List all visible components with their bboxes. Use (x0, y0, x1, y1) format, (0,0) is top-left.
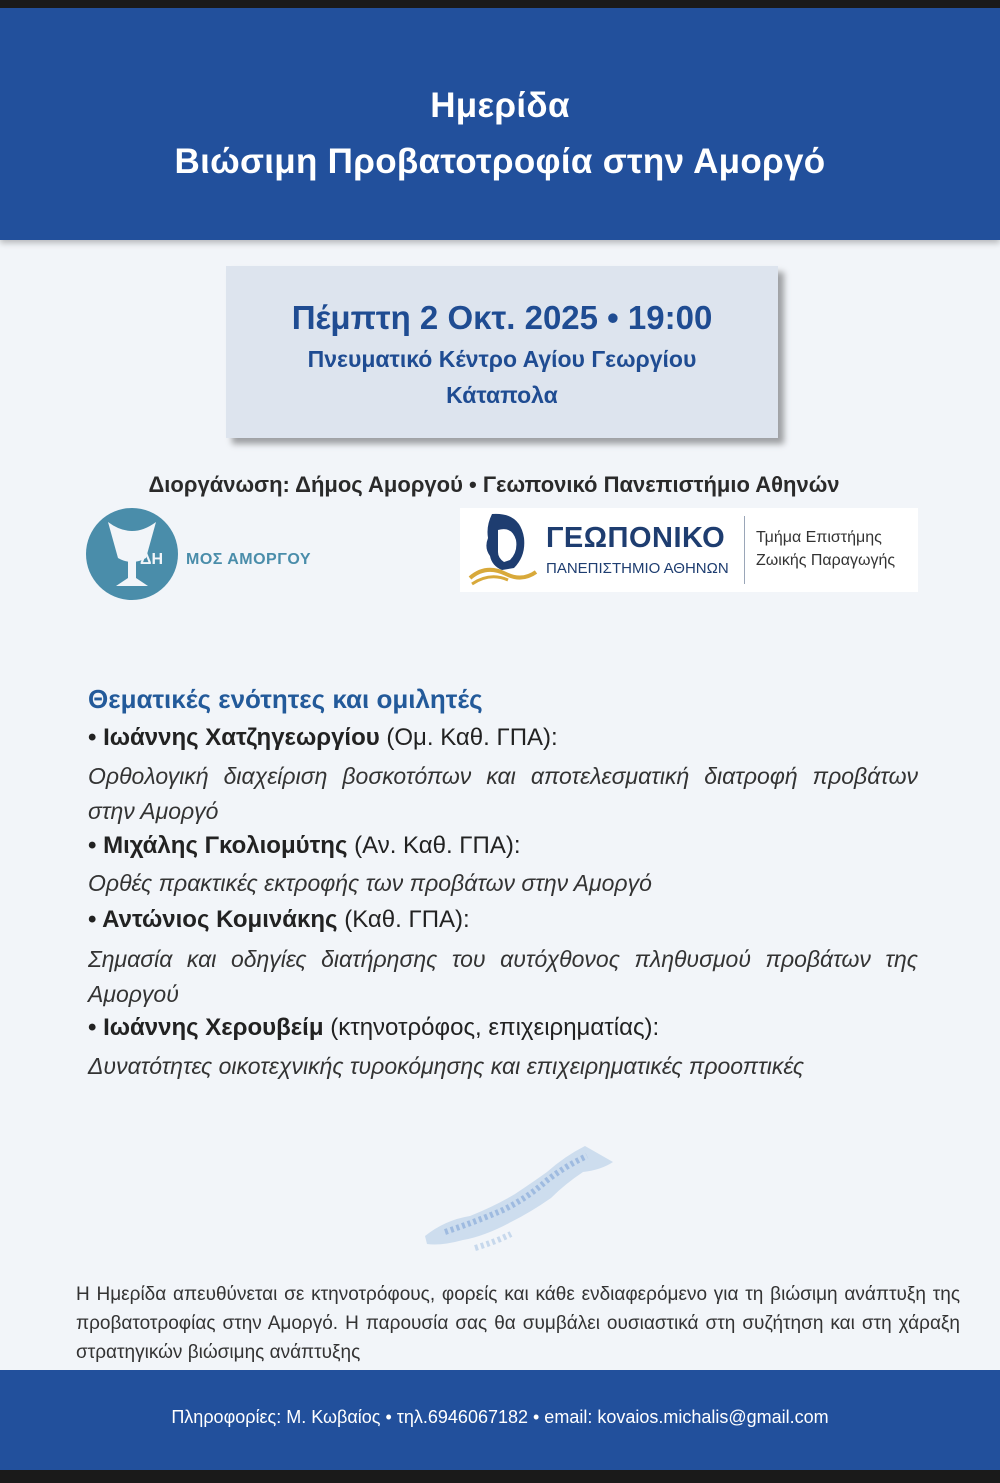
speaker-role: (Ομ. Καθ. ΓΠΑ): (386, 724, 558, 751)
topics-heading: Θεματικές ενότητες και ομιλητές (88, 684, 483, 714)
event-type-title: Ημερίδα (430, 86, 570, 125)
poster-page (0, 8, 1000, 1470)
talk-title-2: Ορθές πρακτικές εκτροφής των προβάτων στην Αμοργό (88, 870, 652, 896)
date-venue-box (226, 266, 778, 438)
talk-title-4: Δυνατότητες οικοτεχνικής τυροκόμησης και επιχειρηματικές προοπτικές (88, 1053, 805, 1079)
event-main-title: Βιώσιμη Προβατοτροφία στην Αμοργό (174, 142, 826, 181)
demeter-head-icon (462, 508, 542, 592)
dimos-amorgou-logo (84, 506, 344, 602)
event-datetime: Πέμπτη 2 Οκτ. 2025 • 19:00 (291, 299, 713, 336)
title-banner (0, 8, 1000, 240)
speaker-role: (Αν. Καθ. ΓΠΑ): (354, 832, 521, 859)
aua-department-line1: Τμήμα Επιστήμης (756, 529, 882, 546)
speaker-4 (88, 1014, 659, 1042)
dimos-logo-text: ΜΟΣ ΑΜΟΡΓΟΥ (186, 551, 312, 568)
aua-department-line2: Ζωικής Παραγωγής (756, 552, 896, 569)
speaker-1 (88, 724, 558, 752)
aua-logo (460, 508, 918, 592)
speaker-role: (κτηνοτρόφος, επιχειρηματίας): (330, 1014, 660, 1041)
dimos-prefix-text: ΔΗ (140, 551, 164, 568)
organizers-line: Διοργάνωση: Δήμος Αμοργού • Γεωπονικό Πανεπιστήμιο Αθηνών (148, 472, 840, 497)
contact-info: Πληροφορίες: Μ. Κωβαίος • τηλ.6946067182 • email: kovaios.michalis@gmail.com (171, 1407, 829, 1427)
speaker-name: • Μιχάλης Γκολιομύτης (88, 832, 348, 859)
talk-title-3: Σημασία και οδηγίες διατήρησης του αυτόχθονος πληθυσμού προβάτων της Αμοργού (88, 946, 918, 1007)
talk-title-1: Ορθολογική διαχείριση βοσκοτόπων και αποτελεσματική διατροφή προβάτων στην Αμοργό (88, 763, 918, 824)
event-venue: Πνευματικό Κέντρο Αγίου Γεωργίου (307, 346, 697, 372)
speaker-3 (88, 906, 470, 934)
speaker-2 (88, 832, 521, 860)
contact-footer (0, 1370, 1000, 1470)
aua-divider (744, 516, 745, 584)
amorgos-map-icon (415, 1136, 625, 1266)
dimos-emblem-icon (84, 506, 194, 602)
closing-paragraph: Η Ημερίδα απευθύνεται σε κτηνοτρόφους, φορείς και κάθε ενδιαφερόμενο για τη βιώσιμη ανάπτυξη της προβατοτροφίας στην Αμοργό. Η παρουσία σας θα συμβάλει ουσιαστικά στη συζήτηση και στη χάραξη στρατηγικών βιώσιμης ανάπτυξης (76, 1284, 960, 1363)
speaker-name: • Ιωάννης Χερουβείμ (88, 1014, 324, 1041)
speaker-role: (Καθ. ΓΠΑ): (344, 906, 470, 933)
aua-name: ΓΕΩΠΟΝΙΚΟ (546, 522, 726, 554)
event-town: Κάταπολα (446, 382, 558, 408)
aua-subtitle: ΠΑΝΕΠΙΣΤΗΜΙΟ ΑΘΗΝΩΝ (546, 560, 729, 577)
speaker-name: • Ιωάννης Χατζηγεωργίου (88, 724, 380, 751)
speaker-name: • Αντώνιος Κομινάκης (88, 906, 338, 933)
